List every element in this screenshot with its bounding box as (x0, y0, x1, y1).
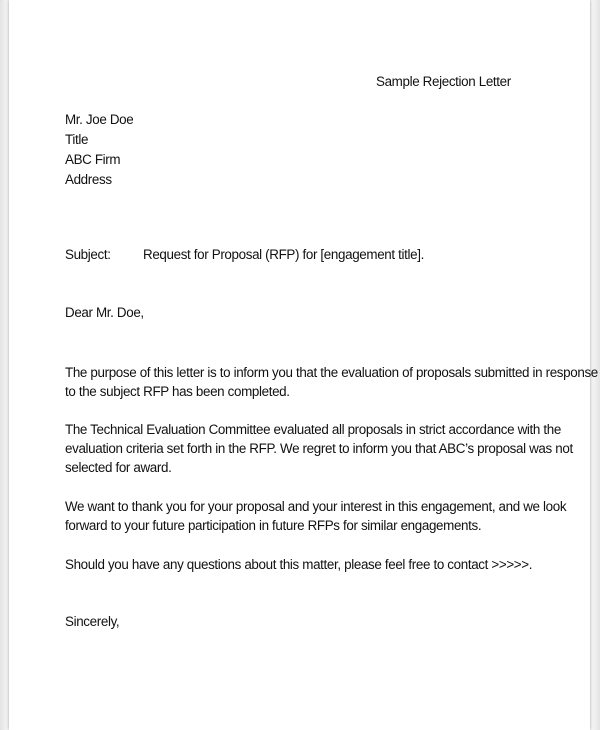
paragraph-line: The Technical Evaluation Committee evaluated all proposals in strict accordance with the (65, 422, 561, 437)
paragraph-line: We want to thank you for your proposal and your interest in this engagement, and we look (65, 499, 567, 514)
subject-label: Subject: (65, 247, 111, 262)
closing: Sincerely, (65, 614, 120, 629)
letter-page (9, 0, 598, 730)
recipient-address: Address (65, 172, 112, 187)
subject-text: Request for Proposal (RFP) for [engagement title]. (143, 247, 424, 262)
paragraph-line: selected for award. (65, 460, 172, 475)
paragraph-line: forward to your future participation in future RFPs for similar engagements. (65, 518, 482, 533)
salutation: Dear Mr. Doe, (65, 305, 144, 320)
recipient-title: Title (65, 132, 89, 147)
paragraph-line: evaluation criteria set forth in the RFP. We regret to inform you that ABC’s proposal was not (65, 441, 573, 456)
recipient-name: Mr. Joe Doe (65, 112, 134, 127)
paragraph-line: The purpose of this letter is to inform you that the evaluation of proposals submitted in response (65, 365, 598, 380)
recipient-firm: ABC Firm (65, 152, 121, 167)
paragraph-line: to the subject RFP has been completed. (65, 384, 290, 399)
letter-title: Sample Rejection Letter (376, 74, 511, 89)
paragraph-line: Should you have any questions about this matter, please feel free to contact >>>>>. (65, 557, 533, 572)
